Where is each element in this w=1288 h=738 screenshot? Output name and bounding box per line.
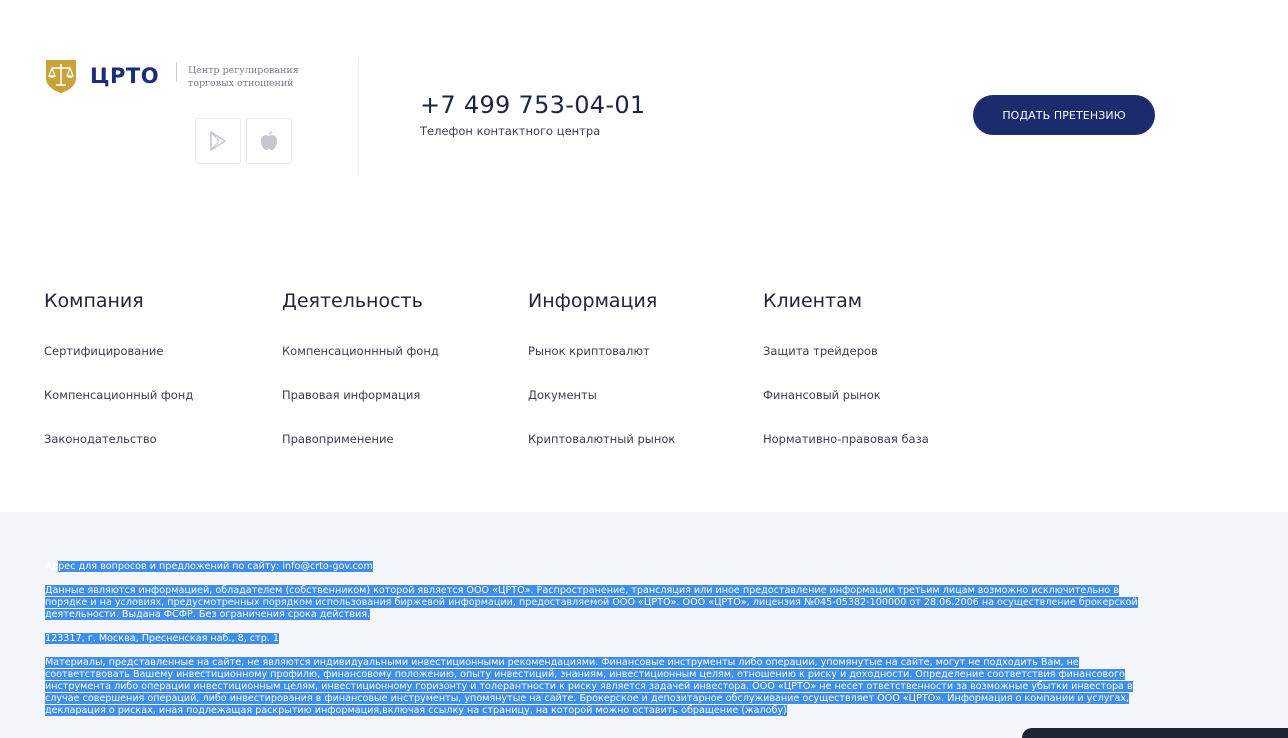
contact-email-line bbox=[45, 561, 1140, 573]
menu-link[interactable]: Компенсационнный фонд bbox=[282, 344, 439, 358]
menu-link[interactable]: Защита трейдеров bbox=[763, 344, 878, 358]
footer-legal bbox=[0, 512, 1288, 738]
menu-link[interactable]: Нормативно-правовая база bbox=[763, 432, 929, 446]
menu-column-clients bbox=[763, 290, 929, 476]
menu-link[interactable]: Криптовалютный рынок bbox=[528, 432, 676, 446]
brand-subtitle bbox=[188, 64, 308, 90]
brand-subtitle-line2: торговых отношений bbox=[188, 78, 294, 89]
contact-phone-caption: Телефон контактного центра bbox=[420, 124, 601, 138]
scales-shield-icon bbox=[44, 58, 78, 94]
menu-column-information bbox=[528, 290, 675, 476]
logo[interactable] bbox=[44, 58, 159, 94]
legal-text-block bbox=[45, 561, 1140, 729]
submit-claim-button[interactable]: ПОДАТЬ ПРЕТЕНЗИЮ bbox=[973, 95, 1155, 135]
site-header bbox=[0, 0, 1288, 220]
brand-subtitle-line1: Центр регулирования bbox=[188, 65, 299, 76]
menu-column-title: Деятельность bbox=[282, 290, 423, 312]
menu-link[interactable]: Компенсационный фонд bbox=[44, 388, 194, 402]
address-line bbox=[45, 633, 1140, 645]
google-play-button[interactable] bbox=[195, 118, 241, 164]
cookie-bar-edge bbox=[1022, 728, 1288, 738]
contact-phone[interactable]: +7 499 753-04-01 bbox=[420, 91, 646, 119]
address-text: 123317, г. Москва, Пресненская наб., 8, стр. 1 bbox=[45, 632, 279, 644]
menu-column-title: Компания bbox=[44, 290, 144, 312]
menu-column-company bbox=[44, 290, 193, 476]
app-store-button[interactable] bbox=[246, 118, 292, 164]
menu-link[interactable]: Правоприменение bbox=[282, 432, 394, 446]
logo-divider bbox=[176, 62, 177, 82]
menu-link[interactable]: Правовая информация bbox=[282, 388, 421, 402]
menu-link[interactable]: Финансовый рынок bbox=[763, 388, 881, 402]
menu-link[interactable]: Сертифицирование bbox=[44, 344, 164, 358]
risk-notice-text: Материалы, представленные на сайте, не являются индивидуальными инвестиционными рекомендациями. Финансовые инструменты либо операции, упомянутые на сайте, могут не подходить Вам, не соответствовать Вашему инвестиционному профилю, финансовому положению, опыту инвестиций, знаниям, инвестиционным целям, отношению к риску и доходности. Определение соответствия финансового инструмента либо операции инвестиционным целям, инвестиционному горизонту и толерантности к риску является задачей инвестора. ООО «ЦРТО» не несет ответственности за возможные убытки инвестора в случае совершения операций, либо инвестирования в финансовые инструменты, упомянутые на сайте. Брокерское и депозитарное обслуживание осуществляет ООО «ЦРТО». Информация о компании и услугах, декларация о рисках, иная подлежащая раскрытию информация,включая ссылку на страницу, на которой можно оставить обращение (жалобу) bbox=[45, 656, 1133, 717]
menu-link[interactable]: Законодательство bbox=[44, 432, 157, 446]
header-divider bbox=[358, 58, 359, 176]
google-play-icon bbox=[208, 130, 228, 152]
menu-link[interactable]: Рынок криптовалют bbox=[528, 344, 650, 358]
menu-column-title: Информация bbox=[528, 290, 658, 312]
menu-column-activity bbox=[282, 290, 439, 476]
contact-email-text[interactable]: рес для вопросов и предложений по сайту: info@crto-gov.com bbox=[58, 561, 373, 572]
disclaimer-line bbox=[45, 585, 1140, 622]
risk-notice-line bbox=[45, 657, 1140, 718]
apple-icon bbox=[259, 130, 279, 152]
menu-link[interactable]: Документы bbox=[528, 388, 597, 402]
contact-email-prefix: Ад bbox=[45, 561, 59, 572]
disclaimer-text: Данные являются информацией, обладателем (собственником) которой является ООО «ЦРТО». Распространение, трансляция или иное предоставление информации третьим лицам возможно исключительно в порядке и на условиях, предусмотренных порядком использования биржевой информации, предоставляемой ООО «ЦРТО». ООО «ЦРТО», лицензия №045-05382-100000 от 28.06.2006 на осуществление брокерской деятельности. Выдана ФСФР. Без ограничения срока действия. bbox=[45, 584, 1138, 621]
menu-column-title: Клиентам bbox=[763, 290, 863, 312]
footer-menu bbox=[0, 220, 1288, 512]
brand-name: ЦРТО bbox=[90, 64, 160, 88]
